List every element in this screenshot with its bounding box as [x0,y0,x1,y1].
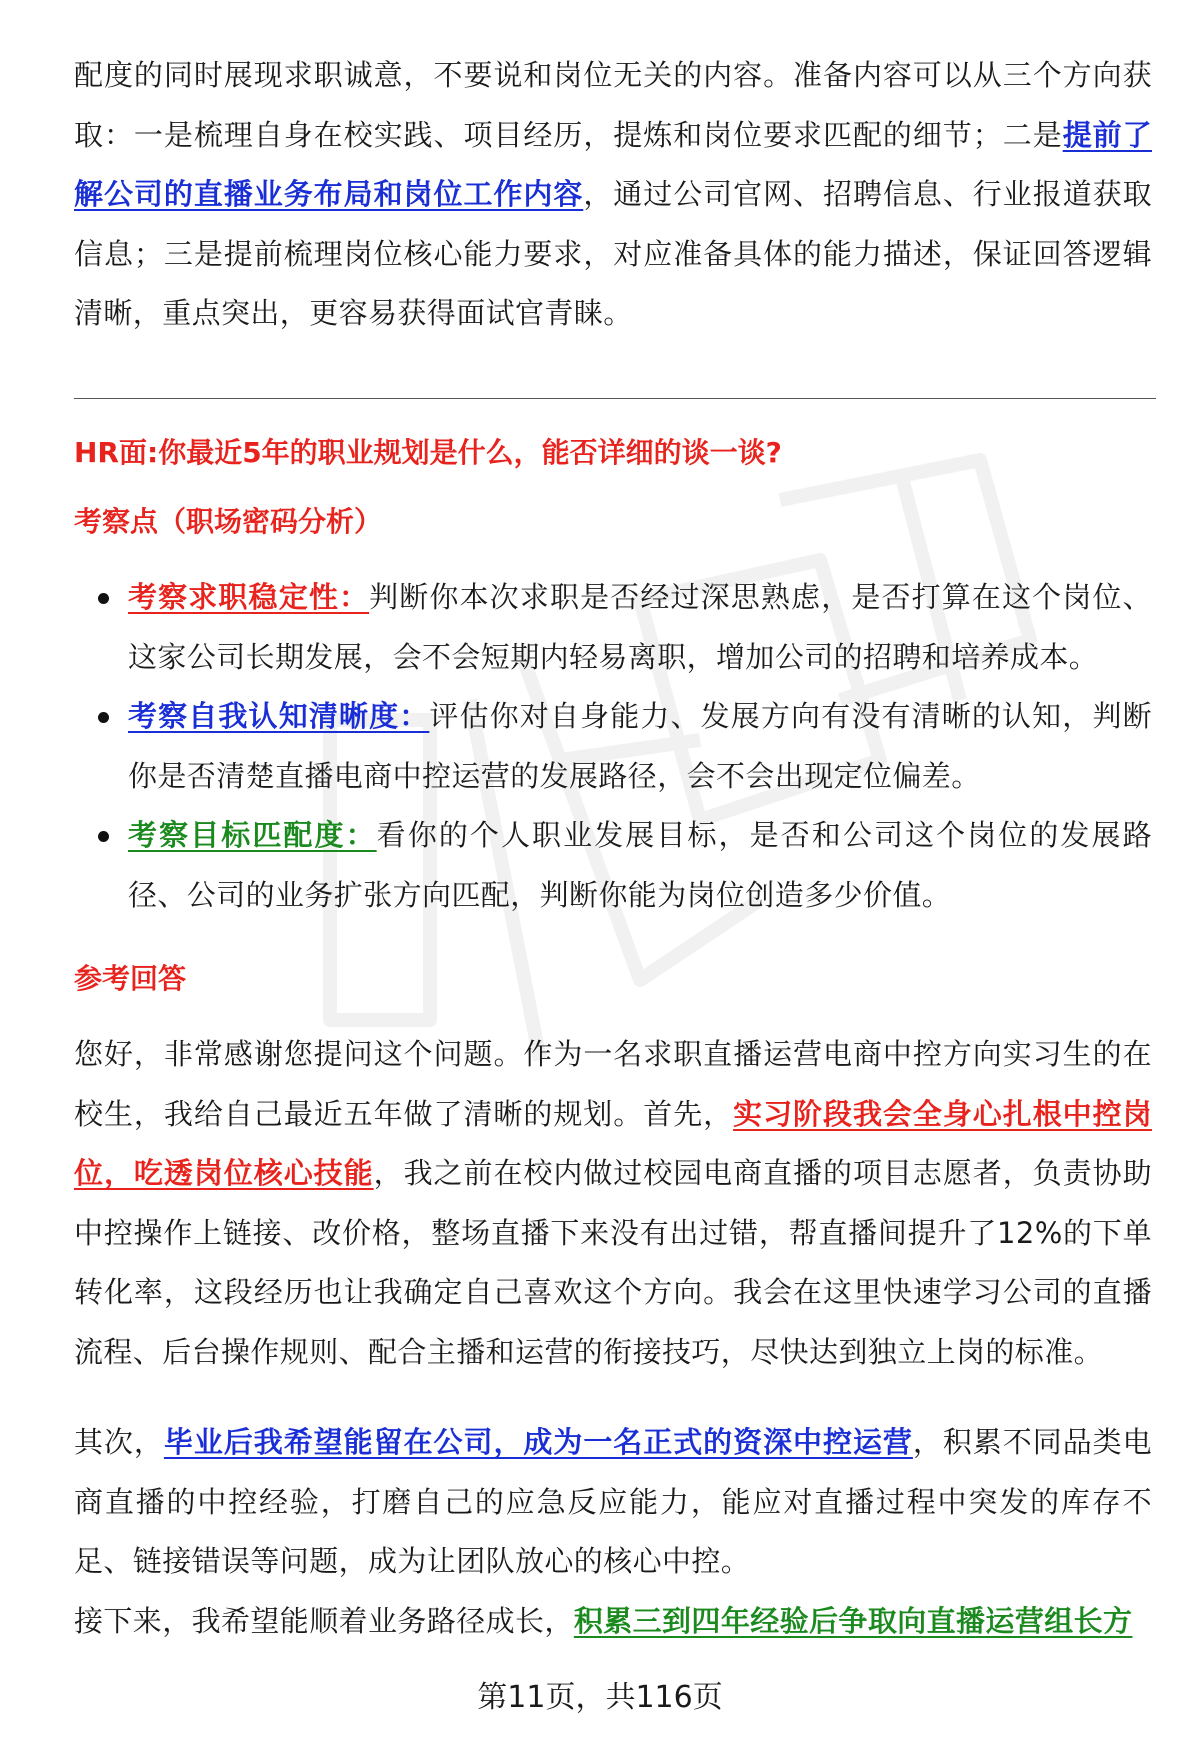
question-heading: HR面:你最近5年的职业规划是什么，能否详细的谈一谈? [74,436,782,469]
intro-text-continued: ，通过公司官网、招聘信息、行业报道获取信息；三是提前梳理岗位核心能力要求，对应准备具体的能力描述，保证回答逻辑清晰，重点突出，更容易获得面试官青睐。 [74,177,1152,330]
answer-text-continued: ，积累不同品类电商直播的中控经验，打磨自己的应急反应能力，能应对直播过程中突发的库存不足、链接错误等问题，成为让团队放心的核心中控。 [74,1425,1153,1578]
answer-paragraph-1 [74,1025,1152,1382]
bullet-icon [98,593,109,604]
analysis-point [74,687,1152,806]
answer-text: 接下来，我希望能顺着业务路径成长， [74,1604,574,1638]
point-label: 考察目标匹配度： [128,818,377,852]
intro-text: 配度的同时展现求职诚意，不要说和岗位无关的内容。准备内容可以从三个方向获取：一是梳理自身在校实践、项目经历，提炼和岗位要求匹配的细节；二是 [74,58,1152,152]
point-text: 判断你本次求职是否经过深思熟虑，是否打算在这个岗位、这家公司长期发展，会不会短期内轻易离职，增加公司的招聘和培养成本。 [128,580,1153,674]
answer-paragraph-3 [74,1592,1152,1652]
section-divider [74,398,1156,399]
point-label: 考察自我认知清晰度： [128,699,430,733]
intro-highlight: 提前了解公司的直播业务布局和岗位工作内容 [74,117,1153,211]
page-number-footer: 第11页，共116页 [477,1680,723,1715]
answer-highlight: 实习阶段我会全身心扎根中控岗位，吃透岗位核心技能 [74,1096,1152,1190]
answer-highlight: 积累三到四年经验后争取向直播运营组长方 [573,1604,1133,1638]
answer-highlight: 毕业后我希望能留在公司，成为一名正式的资深中控运营 [163,1425,913,1459]
bullet-icon [98,712,109,723]
answer-paragraph-2 [74,1413,1152,1592]
analysis-points-list [74,568,1152,925]
point-text: 看你的个人职业发展目标，是否和公司这个岗位的发展路径、公司的业务扩张方向匹配，判断你能为岗位创造多少价值。 [128,818,1152,912]
answer-text: 您好，非常感谢您提问这个问题。作为一名求职直播运营电商中控方向实习生的在校生，我给自己最近五年做了清晰的规划。首先， [74,1037,1152,1131]
answer-text: 其次， [74,1425,164,1459]
answer-text-continued: ，我之前在校内做过校园电商直播的项目志愿者，负责协助中控操作上链接、改价格，整场直播下来没有出过错，帮直播间提升了12%的下单转化率，这段经历也让我确定自己喜欢这个方向。我会在这里快速学习公司的直播流程、后台操作规则、配合主播和运营的衔接技巧，尽快达到独立上岗的标准。 [74,1156,1152,1369]
point-text: 评估你对自身能力、发展方向有没有清晰的认知，判断你是否清楚直播电商中控运营的发展路径，会不会出现定位偏差。 [128,699,1152,793]
analysis-heading: 考察点（职场密码分析） [74,505,383,538]
bullet-icon [98,831,109,842]
intro-paragraph [74,46,1152,344]
point-label: 考察求职稳定性： [128,580,370,614]
answer-heading: 参考回答 [74,962,187,995]
analysis-point [74,806,1152,925]
analysis-point [74,568,1152,687]
